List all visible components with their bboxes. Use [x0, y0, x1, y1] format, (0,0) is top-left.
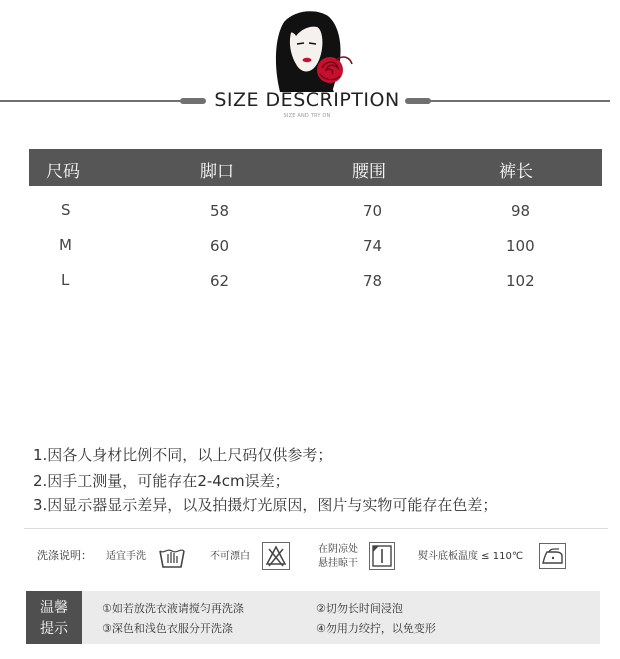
tip-item: ③深色和浅色衣服分开洗涤: [102, 622, 233, 635]
table-cell-size: S: [61, 201, 71, 219]
tip-item: ②切勿长时间浸泡: [316, 602, 403, 615]
column-header-waist: 腰围: [352, 162, 386, 182]
wash-item-label: 适宜手洗: [106, 551, 146, 562]
table-cell-hem: 60: [210, 237, 230, 255]
iron-icon: [539, 543, 566, 569]
column-header-size: 尺码: [46, 162, 80, 182]
size-table-header: [29, 149, 602, 186]
hand-wash-icon: [157, 543, 187, 570]
wash-item-label-line1: 在阴凉处: [318, 544, 358, 555]
table-cell-size: M: [59, 236, 72, 254]
table-cell-length: 98: [511, 202, 531, 220]
tips-label-line2: 提示: [40, 621, 68, 637]
table-cell-hem: 58: [210, 202, 230, 220]
size-note: 2.因手工测量，可能存在2-4cm误差；: [33, 472, 290, 490]
column-header-hem: 脚口: [200, 162, 234, 182]
table-cell-waist: 74: [363, 237, 383, 255]
no-bleach-icon: [262, 542, 290, 570]
line-dry-shade-icon: [369, 542, 395, 570]
table-cell-hem: 62: [210, 272, 230, 290]
wash-item-label-line2: 悬挂晾干: [318, 558, 358, 569]
tips-label-line1: 温馨: [40, 600, 68, 616]
wash-item-label: 熨斗底板温度 ≤ 110℃: [418, 551, 524, 562]
column-header-length: 裤长: [499, 162, 533, 182]
page-title: SIZE DESCRIPTION: [214, 89, 400, 111]
page-subtitle: SIZE AND TRY ON: [283, 113, 331, 119]
table-cell-size: L: [61, 271, 70, 289]
size-note: 1.因各人身材比例不同，以上尺码仅供参考；: [33, 446, 333, 464]
table-cell-waist: 70: [363, 202, 383, 220]
tips-panel: [26, 591, 600, 644]
tip-item: ④勿用力绞拧，以免变形: [316, 622, 436, 635]
tip-item: ①如若放洗衣液请搅匀再洗涤: [102, 602, 244, 615]
table-cell-waist: 78: [363, 272, 383, 290]
wash-item-label: 不可漂白: [210, 551, 250, 562]
wash-divider: [24, 528, 608, 529]
wash-label: 洗涤说明：: [37, 549, 92, 562]
table-cell-length: 102: [506, 272, 535, 290]
woman-with-rose-logo: [270, 8, 355, 92]
size-note: 3.因显示器显示差异，以及拍摄灯光原因，图片与实物可能存在色差；: [33, 496, 498, 514]
table-cell-length: 100: [506, 237, 535, 255]
